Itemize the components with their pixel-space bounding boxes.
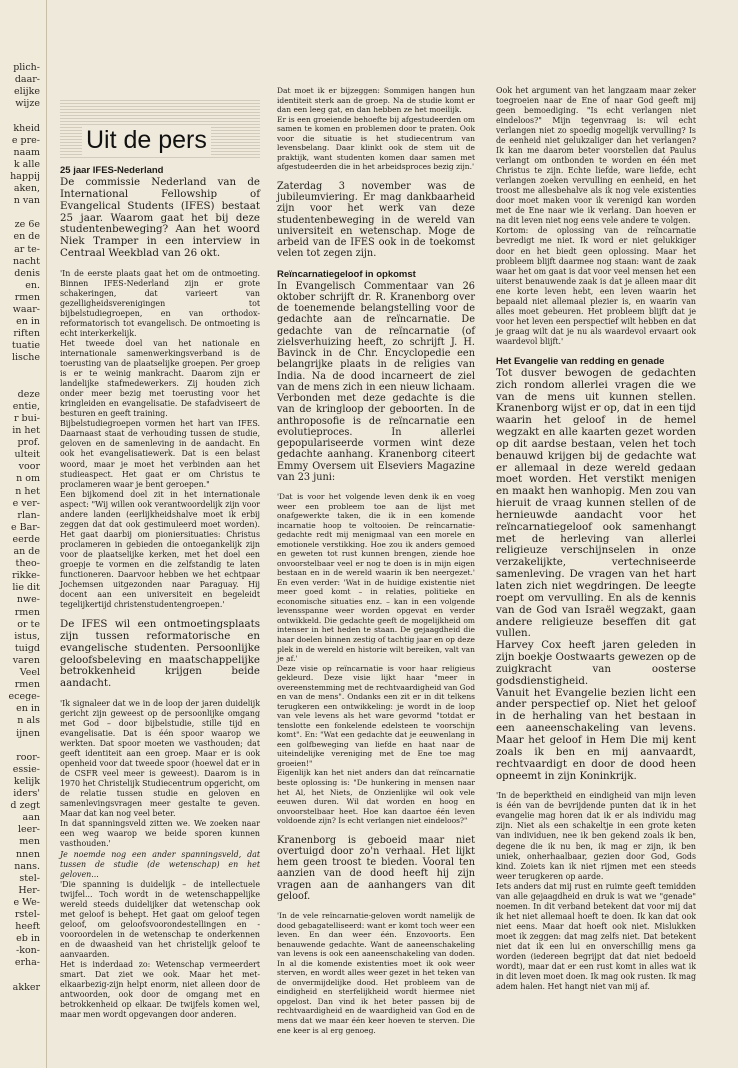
prev-column-fragment: rstel-: [14, 909, 40, 920]
prev-column-fragment: roor-: [16, 751, 40, 763]
article1-p1: 'In de eerste plaats gaat het om de ontmoeting. Binnen IFES-Nederland zijn er grote schakeringen, dat varieert van gezelligheidsverenigingen tot bijbelstudiegroepen, en van orthodox-reformatorisch tot evangelisch. De ontmoeting is echt interkerkelijk.: [60, 268, 260, 339]
column-header: [60, 100, 260, 158]
article2-p7: Kortom: de oplossing van de reïncarnatie bevredigt me niet. Ik word er niet gelukkiger door en het biedt geen oplossing. Maar het probleem blijft daarmee nog staan: want de zaak waar het om gaat is dat voor veel mensen het een uiterst benauwende zaak is dat je alleen maar dit ene korte leven hebt, een leven waarin het bepaald niet allemaal plezier is, en waarin van alles moet gebeuren. Het probleem blijft dat je voor het leven een perspectief wilt hebben en dat je graag wilt dat je nu als waardevol ervaart ook waardevol blijft.': [496, 226, 696, 346]
prev-column-fragment: heeft: [15, 921, 40, 933]
prev-column-fragment: e We-: [13, 896, 40, 908]
prev-column-fragment: an de: [13, 546, 40, 557]
prev-column-fragment: essie-: [12, 763, 40, 775]
prev-column-fragment: nnen: [16, 848, 40, 860]
column-1: [60, 165, 260, 1020]
previous-page-column: [0, 0, 47, 1068]
prev-column-fragment: tuatie: [11, 340, 40, 352]
prev-column-fragment: Veel: [19, 667, 40, 678]
article1-p3: Bijbelstudiegroepen vormen het hart van IFES. Daarnaast staat de verhouding tussen de studie, geloven en de samenleving in de aandacht. En ook het evangelisatiewerk. Dat is een belast woord, maar je moet het verbinden aan het studieaspect. Het gaat er om Christus te proclameren waar je bent geroepen.": [60, 419, 260, 489]
prev-column-fragment: en in: [16, 703, 40, 715]
prev-column-fragment: r bui-: [13, 412, 40, 424]
prev-column-fragment: ijnen: [16, 727, 40, 739]
prev-column-fragment: n om: [16, 473, 40, 485]
prev-column-fragment: riften: [13, 328, 40, 340]
article1-p8: Je noemde nog een ander spanningsveld, dat tussen de studie (de wetenschap) en het geloven...: [60, 849, 260, 879]
prev-column-fragment: ulteit: [14, 449, 40, 461]
prev-column-fragment: men: [19, 836, 40, 848]
prev-column-fragment: lie dit: [12, 582, 40, 594]
prev-column-fragment: rmen: [14, 606, 40, 618]
prev-column-fragment: rikke-: [12, 570, 40, 582]
article3-lead: Tot dusver bewogen de gedachten zich rondom allerlei vragen die we van de mens uit kunnen stellen. Kranenborg wijst er op, dat in een tijd waarin het geloof in de hemel wegzakt en alle kaarten gezet worden op dit aardse bestaan, velen het toch benauwd krijgen bij de gedachte wat er allemaal in deze wereld gedaan moet worden. Het verstikt menigen en maakt hen wanhopig. Men zou van hieruit de vraag kunnen stellen of de hernieuwde aandacht voor het reïncarnatiegeloof ook samenhangt met de herleving van allerlei religieuze verschijnselen in onze verzakelijkte, vertechniseerde samenleving. De vragen van het hart laten zich niet wegdringen. De leegte roept om vervulling. En als de kennis van de God van Israël wegzakt, gaan andere religieuze beseffen dit gat vullen.: [496, 366, 696, 640]
article2-p6: Ook het argument van het langzaam maar zeker toegroeien naar de Ene of naar God geeft mij geen bemoediging. "Is echt verlangen niet eindeloos?" Mijn tegenvraag is: wil echt verlangen niet zo spoedig mogelijk vervulling? Is de eenheid niet gelukzaliger dan het verlangen? Ik kan me daarom beter voorstellen dat Paulus verlangt om ontbonden te worden en één met Christus te zijn. Echte liefde, ware liefde, echt verlangen zoeken vervulling en eenheid, en het troost me allesbehalve als ik nog vele existenties door moet maken voor ik verenigd kan worden met de Ene naar wie ik verlang. Dan hoeven er na dit leven niet nog eens vele andere te volgen.: [496, 86, 696, 226]
prev-column-fragment: in het: [12, 425, 40, 436]
prev-column-fragment: e ver-: [12, 497, 40, 509]
column-title: Uit de pers: [82, 126, 211, 155]
article1-p2: Het tweede doel van het nationale en internationale samenwerkingsverband is de toerusting van de plaatselijke groepen. Per groep is er te weinig mankracht. Daarom zijn er landelijke stafmedewerkers. Zij houden zich onder meer bezig met toerusting voor het kringleiden en evangelisatie. De stafadviseert de besturen en geeft training.: [60, 339, 260, 419]
prev-column-fragment: eb in: [16, 933, 40, 945]
prev-column-fragment: ar te-: [14, 243, 40, 255]
prev-column-fragment: tuigd: [14, 642, 40, 654]
prev-column-fragment: d zegt: [10, 800, 40, 812]
prev-column-fragment: rlan-: [17, 509, 40, 521]
prev-column-fragment: ze 6e: [14, 219, 40, 231]
prev-column-fragment: Her-: [18, 884, 40, 896]
prev-column-fragment: n het: [15, 485, 40, 497]
article1-p4: Een bijkomend doel zit in het internationale aspect: "Wij willen ook verantwoordelijk zijn voor andere landen (eerlijkheidshalve moet ik erbij zeggen dat dat ook gestimuleerd moet worden). Het gaat daarbij om pioniersituaties: Christus proclameren in gebieden die ontoegankelijk zijn voor de plaatselijke kerken, met het doel een groepje te vormen en die zelfstandig te laten functioneren. Daarvoor hebben we het echtpaar Jochemsen uitgezonden naar Paraguay. Hij docent aan een universiteit en begeleidt tegelijkertijd christenstudentengroepen.': [60, 489, 260, 609]
prev-column-fragment: lische: [11, 352, 40, 364]
article1-p10: Het is inderdaad zo: Wetenschap vermeerdert smart. Dat ziet we ook. Maar het met-elkaarbezig-zijn helpt enorm, niet alleen door de antwoorden, ook door de omgang met en betrokkenheid op elkaar. De twijfels komen wel, maar men wordt opgevangen door anderen.: [60, 959, 260, 1019]
article3-p2: Iets anders dat mij rust en ruimte geeft temidden van alle gejaagdheid en druk is wat we "genade" noemen. In dit verband betekent dat voor mij dat ik het niet allemaal hoeft te doen. Ik kan dat ook niet eens. Maar dat hoeft ook niet. Mislukken moet ik zeggen: dat mag zelfs niet. Dat betekent niet dat ik een lui en onverschillig mens ga worden (iedereen begrijpt dat dat niet bedoeld wordt), maar dat er een rust komt in alles wat ik in dit leven moet doen. Ik mag ook rusten. Ik mag adem halen. Het hangt niet van mij af.: [496, 881, 696, 991]
article1-p5: De IFES wil een ontmoetingsplaats zijn tussen reformatorische en evangelische studenten. Persoonlijke geloofsbeleving en maatschappelijke betrokkenheid krijgen beide aandacht.: [60, 617, 260, 690]
prev-column-fragment: nacht: [12, 255, 40, 267]
prev-column-fragment: nans.: [14, 860, 40, 872]
article1-p7: In dat spanningsveld zitten we. We zoeken naar een weg waarop we beide sporen kunnen vasthouden.': [60, 819, 260, 849]
prev-column-fragment: daar-: [14, 74, 40, 86]
article2-p3: Eigenlijk kan het niet anders dan dat reïncarnatie beste oplossing is: "De hunkering in mensen naar het Al, het Niets, de Onzienlijke wil ook vele eeuwen duren. Wil dat worden en hoog en onvoorstelbaar heet. Hoe kan daartoe één leven voldoende zijn? Is echt verlangen niet eindeloos?": [277, 768, 475, 826]
prev-column-fragment: eerde: [12, 533, 40, 545]
prev-column-fragment: naam: [13, 146, 40, 158]
article3-lead2: Harvey Cox heeft jaren geleden in zijn boekje Oostwaarts gewezen op de zuigkracht van oosterse godsdienstigheid.: [496, 639, 696, 687]
prev-column-fragment: nwe-: [16, 594, 40, 606]
column-3: [496, 86, 696, 992]
article2-p4: Kranenborg is geboeid maar niet overtuigd door zo'n verhaal. Het lijkt hem geen troost te bieden. Vooral ten aanzien van de dood heeft hij zijn vragen aan de aanhangers van dit geloof.: [277, 834, 475, 902]
column-2: [277, 86, 475, 1035]
prev-column-fragment: rmen: [14, 291, 40, 303]
article2-p2: Deze visie op reïncarnatie is voor haar religieus gekleurd. Deze visie lijkt haar "meer in overeenstemming met de rechtvaardigheid van God en van de mens". Ondanks een zit er in dit telkens terugkeren een ontwikkeling: je wordt in de loop van vele levens als het ware gevormd "totdat er tenslotte een fonkelende edelsteen te voorschijn komt". En: "Wat een gedachte dat je eeuwenlang in een golfbeweging van liefde en haat naar de uiteindelijke vereniging met de Ene toe mag groeien!": [277, 663, 475, 768]
prev-column-fragment: k alle: [13, 158, 40, 170]
article1-p13: Zaterdag 3 november was de jubileumviering. Er mag dankbaarheid zijn voor het werk van deze studentenbeweging in de wereld van universiteit en wetenschap. Moge de arbeid van de IFES ook in de toekomst velen tot zegen zijn.: [277, 180, 475, 260]
prev-column-fragment: en.: [25, 279, 40, 291]
prev-column-fragment: ecege-: [8, 691, 40, 703]
prev-column-fragment: happij: [10, 170, 40, 182]
prev-column-fragment: -kon-: [15, 945, 40, 957]
prev-column-fragment: rmen: [14, 679, 40, 691]
prev-column-fragment: en in: [16, 316, 40, 328]
prev-column-fragment: theo-: [15, 558, 40, 570]
prev-column-fragment: e Bar-: [10, 521, 40, 533]
prev-column-fragment: entie,: [12, 400, 40, 412]
prev-column-fragment: varen: [12, 654, 40, 666]
prev-column-fragment: akker: [12, 981, 40, 993]
prev-column-fragment: elijke: [13, 86, 40, 98]
prev-column-fragment: istus,: [14, 630, 40, 642]
article1-heading: 25 jaar IFES-Nederland: [60, 165, 164, 176]
article3-p1: 'In de beperktheid en eindigheid van mijn leven is één van de bevrijdende punten dat ik in het evangelie mag horen dat ik er als individu mag zijn. Niet als een schakeltje in een grote keten van individuen, nee ik ben gekend zoals ik ben, degene die ik nu ben, ik mag er zijn, ik ben uniek, onherhaalbaar, gezien door God, Gods kind. Zoiets kan ik niet rijmen met een steeds weer terugkeren op aarde.: [496, 791, 696, 881]
prev-column-fragment: leer-: [17, 824, 40, 836]
prev-column-fragment: denis: [14, 267, 40, 279]
prev-column-fragment: aken,: [13, 183, 40, 194]
article1-p12: Er is een groeiende behoefte bij afgestudeerden om samen te komen en problemen door te praten. Ook voor die situatie is het studiecentrum van levensbelang. Daar klinkt ook de stem uit de praktijk, want studenten komen daar samen met afgestudeerden die in het arbeidsproces bezig zijn.': [277, 114, 475, 172]
prev-column-fragment: wijze: [15, 98, 40, 110]
article2-p5: 'In de vele reïncarnatie-geloven wordt namelijk de dood gebagatelliseerd: want er komt toch weer een leven. En dan weer één. Enzovoorts. Een benauwende gedachte. Want de aaneenschakeling van levens is ook een aaneenschakeling van doden. In al die komende existenties moet ik ook weer sterven, en wordt alles weer gezet in het teken van de onvermijdelijke dood. Het probleem van de eindigheid en sterfelijkheid wordt hiermee niet opgelost. Dan vind ik het beter passen bij de rechtvaardigheid en de waardigheid van God en de mens dat we maar één keer hoeven te sterven. Die ene keer is al erg genoeg.: [277, 911, 475, 1035]
article2-heading: Reïncarnatiegeloof in opkomst: [277, 268, 416, 280]
article1-p9: 'Die spanning is duidelijk – de intellectuele twijfel... Toch wordt in de wetenschappelijke wereld steeds duidelijker dat wetenschap ook met geloof is behept. Het gaat om geloof tegen geloof, om geloofsvoorondestellingen en -vooroordelen in de wetenschap te onderkennen en de dwaasheid van het christelijk geloof te aanvaarden.: [60, 879, 260, 959]
prev-column-fragment: stel-: [19, 872, 40, 884]
prev-column-fragment: kelijk: [13, 775, 40, 787]
article3-heading: Het Evangelie van redding en genade: [496, 355, 665, 367]
article2-lead: In Evangelisch Commentaar van 26 oktober schrijft dr. R. Kranenborg over de toenemende belangstelling voor de gedachte aan de reïncarnatie. De gedachte van de reïncarnatie (of zielsverhuizing heeft, zo schrijft J. H. Bavinck in de Chr. Encyclopedie een belangrijke plaats in de religies van India. Na de dood incarneert de ziel van de mens zich in een nieuw lichaam. Verbonden met deze gedachte is die van de kringloop der geboorten. In de anthroposofie is de reïncarnatie een evolutieproces. In allerlei gepopulariseerde vormen wint deze gedachte aanhang. Kranenborg citeert Emmy Oversem uit Elseviers Magazine van 23 juni:: [277, 280, 475, 483]
prev-column-fragment: n als: [17, 715, 40, 727]
prev-column-fragment: n van: [13, 195, 40, 207]
prev-column-fragment: iders': [13, 788, 40, 799]
prev-column-fragment: e pre-: [11, 134, 40, 146]
prev-column-fragment: kheid: [13, 122, 40, 134]
prev-column-fragment: erha-: [14, 957, 40, 969]
prev-column-fragment: plich-: [13, 62, 40, 73]
prev-column-fragment: waar-: [12, 304, 40, 315]
article3-lead3: Vanuit het Evangelie bezien licht een ander perspectief op. Niet het geloof in de herhaling van het bestaan in een aaneenschakeling van levens. Maar het geloof in Hem Die mij kent zoals ik ben en mij aanvaardt, rechtvaardigt en door de dood heen opneemt in zijn Koninkrijk.: [496, 686, 696, 782]
article1-p6: 'Ik signaleer dat we in de loop der jaren duidelijk gericht zijn geweest op de persoonlijke omgang met God – door bijbelstudie, stille tijd en evangelisatie. Dat is één spoor waarop we werkten. Dat spoor moeten we vasthouden; dat geeft identiteit aan een groep. Maar er is ook openheid voor dat tweede spoor (hoewel dat er in de CSFR veel meer is geweest). Daarom is in 1970 het Christelijk Studiecentrum opgericht, om de relatie tussen studie en geloven en samenlevingsvragen meer gestalte te geven. Maar dat kan nog veel beter.: [60, 699, 260, 819]
prev-column-fragment: or te: [17, 618, 40, 630]
prev-column-fragment: voor: [18, 461, 40, 473]
prev-column-fragment: en de: [13, 231, 40, 243]
prev-column-fragment: prof.: [17, 437, 40, 449]
article1-p11: Dat moet ik er bijzeggen: Sommigen hangen hun identiteit sterk aan de groep. Na de studie komt er dan een leeg gat, en dan hebben ze het moeilijk.: [277, 86, 475, 115]
article2-p1: 'Dat is voor het volgende leven denk ik en voeg weer een probleem toe aan de lijst met onafgewerkte taken, die ik in een komende incarnatie hoop te voltooien. De reïncarnatie-gedachte redt mij menigmaal van een morele en emotionele verstikking. Hoe zou ik anders gemoed en geweten tot rust kunnen brengen, ziende hoe onvoorstelbaar veel er nog te doen is in mijn eigen bestaan en in de wereld waarin ik ben neergezet.' En even verder: 'Wat in de huidige existentie niet meer goed komt – in relaties, politieke en economische situaties enz. – kan in een volgende levensspanne weer worden opgevat en verder ontwikkeld. Die gedachte geeft de mogelijkheid om intenser in het heden te staan. De gejaagdheid die haar doelen binnen zestig of tachtig jaar en op deze plek in de wereld en historie wilt bereiken, valt van je af.': [277, 492, 475, 664]
article1-lead: De commissie Nederland van de International Fellowship of Evangelical Students (IFES) bestaat 25 jaar. Waarom gaat het bij deze studentenbeweging? Aan het woord Niek Tramper in een interview in Centraal Weekblad van 26 okt.: [60, 176, 260, 260]
prev-column-fragment: deze: [17, 388, 40, 400]
prev-column-fragment: aan: [22, 812, 40, 824]
